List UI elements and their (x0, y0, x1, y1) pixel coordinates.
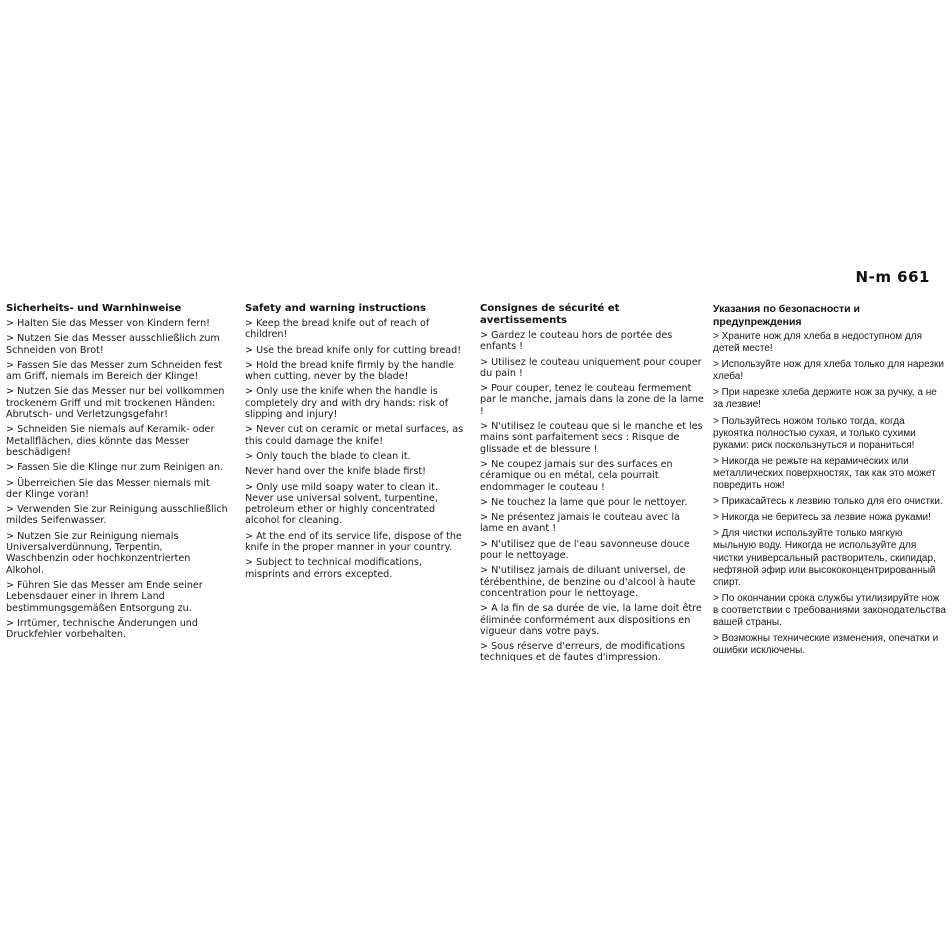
instruction-item: > Never cut on ceramic or metal surfaces, as this could damage the knife! (245, 424, 464, 447)
english-instructions-column (245, 303, 467, 584)
instruction-item: Never hand over the knife blade first! (245, 466, 426, 478)
instruction-item: > Храните нож для хлеба в недоступном для детей месте! (713, 331, 923, 355)
instruction-item: > Nutzen Sie zur Reinigung niemals Universalverdünnung, Terpentin, Waschbenzin oder hochkonzentrierten Alkohol. (6, 530, 191, 576)
instruction-item: > Halten Sie das Messer von Kindern fern! (6, 318, 211, 329)
instruction-item: > При нарезке хлеба держите нож за ручку, а не за лезвие! (713, 387, 937, 411)
instruction-item: > Fassen Sie das Messer zum Schneiden fest am Griff, niemals im Bereich der Klinge! (6, 359, 223, 383)
instruction-item: > N'utilisez que de l'eau savonneuse douce pour le nettoyage. (480, 538, 690, 562)
instruction-item: > Никогда не режьте на керамических или металлических поверхностях, так как это может повредить нож! (713, 455, 936, 492)
instruction-item: > Ne touchez la lame que pour le nettoyer. (480, 496, 688, 508)
instruction-item: > Only use mild soapy water to clean it. Never use universal solvent, turpentine, petroleum ether or highly concentrated alcohol for cleaning. (245, 481, 438, 527)
german-instructions-column (6, 303, 228, 644)
instruction-item: > По окончании срока службы утилизируйте нож в соответствии с требованиями законодательства вашей страны. (713, 592, 946, 628)
instruction-item: > Only touch the blade to clean it. (245, 450, 411, 462)
russian-instructions-column (713, 303, 946, 661)
instruction-item: > Pour couper, tenez le couteau fermement par le manche, jamais dans la zone de la lame ! (480, 383, 704, 417)
instruction-item: > Возможны технические изменения, опечатки и ошибки исключены. (713, 633, 939, 657)
instruction-item: > Пользуйтесь ножом только тогда, когда рукоятка полностью сухая, и только сухими руками: риск поскользнуться и пораниться! (713, 415, 916, 451)
instruction-item: > Only use the knife when the handle is completely dry and with dry hands: risk of slipping and injury! (245, 386, 449, 421)
instruction-item: > Keep the bread knife out of reach of children! (245, 318, 430, 341)
french-heading: Consignes de sécurité et avertissements (480, 303, 620, 326)
instruction-item: > Прикасайтесь к лезвию только для его очистки. (713, 496, 943, 508)
instruction-item: > At the end of its service life, dispose of the knife in the proper manner in your country. (245, 530, 462, 554)
instruction-item: > N'utilisez le couteau que si le manche et les mains sont parfaitement secs : Risque de glissade et de blessure ! (480, 421, 703, 455)
instruction-item: > A la fin de sa durée de vie, la lame doit être éliminée conformément aux dispositions en vigueur dans votre pays. (480, 603, 702, 637)
instruction-item: > Überreichen Sie das Messer niemals mit der Klinge voran! (6, 477, 210, 500)
instruction-item: > Hold the bread knife firmly by the handle when cutting, never by the blade! (245, 359, 455, 383)
instruction-item: > Nutzen Sie das Messer ausschließlich zum Schneiden von Brot! (6, 333, 220, 356)
instruction-item: > Gardez le couteau hors de portée des enfants ! (480, 330, 673, 353)
instruction-item: > Ne coupez jamais sur des surfaces en céramique ou en métal, cela pourrait endommager le couteau ! (480, 458, 673, 493)
instruction-item: > Schneiden Sie niemals auf Keramik- oder Metallflächen, dies könnte das Messer beschädigen! (6, 424, 215, 458)
instruction-item: > N'utilisez jamais de diluant universel, de térébenthine, de benzine ou d'alcool à haute concentration pour le nettoyage. (480, 565, 696, 599)
instruction-item: > Используйте нож для хлеба только для нарезки хлеба! (713, 359, 944, 383)
instruction-item: > Utilisez le couteau uniquement pour couper du pain ! (480, 356, 702, 379)
german-heading: Sicherheits- und Warnhinweise (6, 303, 182, 314)
instruction-item: > Irrtümer, technische Änderungen und Druckfehler vorbehalten. (6, 617, 198, 641)
instruction-item: > Verwenden Sie zur Reinigung ausschließlich mildes Seifenwasser. (6, 504, 228, 527)
instruction-item: > Sous réserve d'erreurs, de modifications techniques et de fautes d'impression. (480, 641, 686, 664)
instruction-item: > Use the bread knife only for cutting bread! (245, 344, 462, 356)
instruction-item: > Никогда не беритесь за лезвие ножа руками! (713, 512, 931, 524)
instruction-item: > Subject to technical modifications, misprints and errors excepted. (245, 557, 422, 580)
instruction-item: > Для чистки используйте только мягкую мыльную воду. Никогда не используйте для чистки универсальный растворитель, скипидар, нефтяной эфир или высококонцентрированный спирт. (713, 528, 936, 588)
russian-heading: Указания по безопасности и предупреждения (713, 303, 860, 328)
instruction-item: > Führen Sie das Messer am Ende seiner Lebensdauer einer in Ihrem Land bestimmungsgemäßen Entsorgung zu. (6, 579, 203, 614)
english-heading: Safety and warning instructions (245, 303, 427, 314)
instruction-item: > Ne présentez jamais le couteau avec la lame en avant ! (480, 512, 680, 535)
document-code: N-m 661 (855, 268, 930, 286)
instruction-item: > Fassen Sie die Klinge nur zum Reinigen an. (6, 462, 224, 474)
french-instructions-column (480, 303, 704, 668)
instruction-item: > Nutzen Sie das Messer nur bei vollkommen trockenem Griff und mit trockenen Händen: Abrutsch- und Verletzungsgefahr! (6, 386, 225, 421)
